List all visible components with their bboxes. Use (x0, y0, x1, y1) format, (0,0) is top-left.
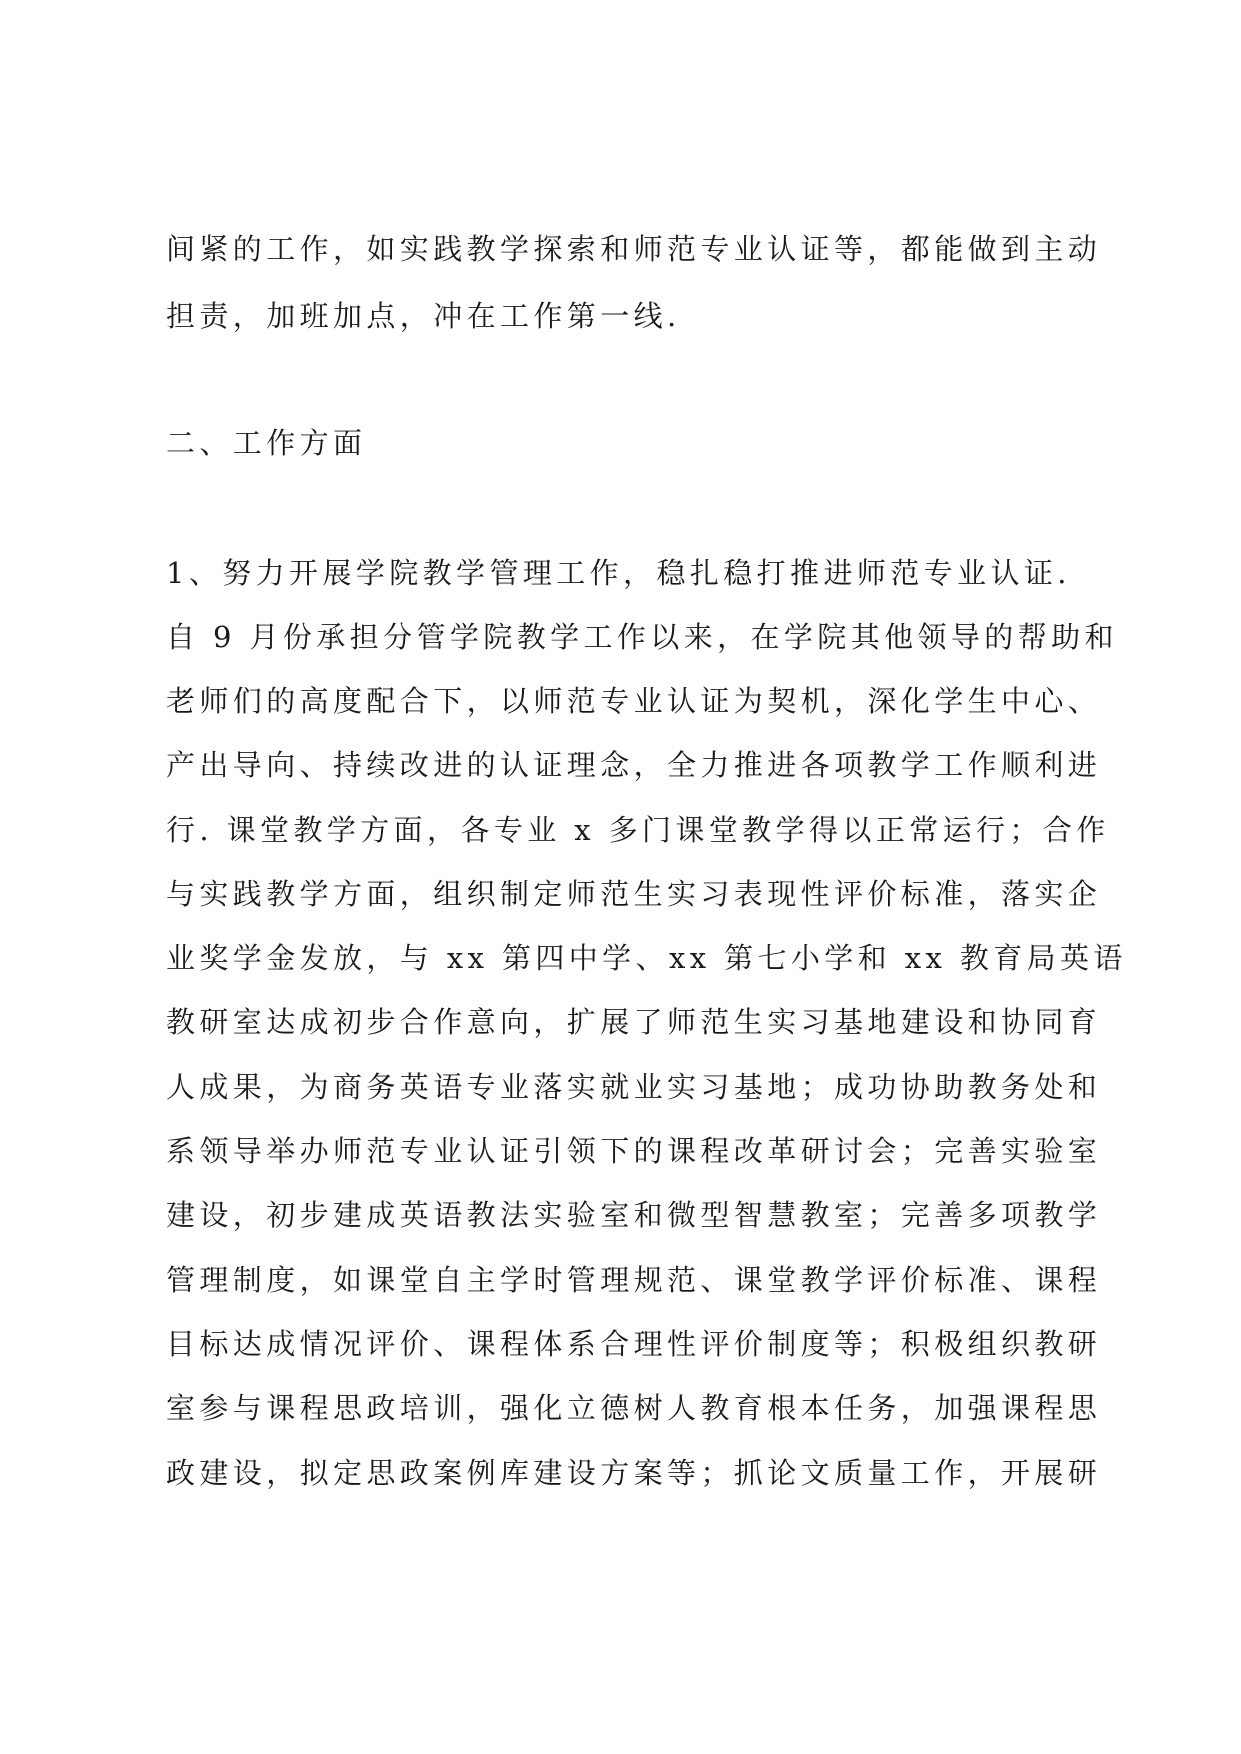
section-heading: 二、工作方面 (166, 426, 367, 460)
paragraph-line: 行. 课堂教学方面，各专业 x 多门课堂教学得以正常运行；合作 (166, 813, 1110, 847)
paragraph-line: 系领导举办师范专业认证引领下的课程改革研讨会；完善实验室 (166, 1134, 1102, 1168)
paragraph-line: 与实践教学方面，组织制定师范生实习表现性评价标准，落实企 (166, 877, 1102, 911)
paragraph-line: 建设，初步建成英语教法实验室和微型智慧教室；完善多项教学 (166, 1198, 1102, 1232)
paragraph-line: 老师们的高度配合下，以师范专业认证为契机，深化学生中心、 (166, 684, 1102, 718)
paragraph-line: 管理制度，如课堂自主学时管理规范、课堂教学评价标准、课程 (166, 1263, 1102, 1297)
paragraph-line: 目标达成情况评价、课程体系合理性评价制度等；积极组织教研 (166, 1327, 1102, 1361)
paragraph-line: 室参与课程思政培训，强化立德树人教育根本任务，加强课程思 (166, 1391, 1102, 1425)
paragraph-line: 产出导向、持续改进的认证理念，全力推进各项教学工作顺利进 (166, 748, 1102, 782)
paragraph-line: 人成果，为商务英语专业落实就业实习基地；成功协助教务处和 (166, 1070, 1102, 1104)
subsection-heading: 1、努力开展学院教学管理工作，稳扎稳打推进师范专业认证. (166, 556, 1071, 590)
paragraph-line: 担责，加班加点，冲在工作第一线. (166, 299, 681, 333)
paragraph-line: 教研室达成初步合作意向，扩展了师范生实习基地建设和协同育 (166, 1005, 1102, 1039)
paragraph-line: 业奖学金发放，与 xx 第四中学、xx 第七小学和 xx 教育局英语 (166, 941, 1127, 975)
paragraph-line: 间紧的工作，如实践教学探索和师范专业认证等，都能做到主动 (166, 232, 1102, 266)
paragraph-line: 自 9 月份承担分管学院教学工作以来，在学院其他领导的帮助和 (166, 620, 1118, 654)
paragraph-line: 政建设，拟定思政案例库建设方案等；抓论文质量工作，开展研 (166, 1456, 1102, 1490)
